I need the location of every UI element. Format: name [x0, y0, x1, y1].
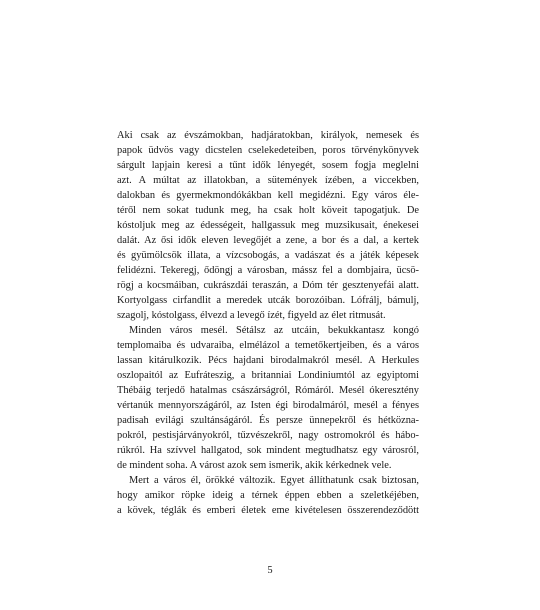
text-line: Minden város mesél. Sétálsz az utcáin, bekukkantasz kongó: [129, 325, 419, 336]
text-line: Mert a város él, örökké változik. Egyet állíthatunk csak biztosan,: [129, 475, 419, 486]
paragraph-3: [117, 473, 419, 518]
text-line: lassan kitárulkozik. Pécs hajdani birodalmakról mesél. A Herkules: [117, 355, 419, 366]
text-line: papok üdvös vagy dicstelen cselekedeteiben, poros törvénykönyvek: [117, 145, 419, 156]
paragraph-1: [117, 128, 419, 323]
text-line: oszlopaitól az Eufráteszig, a britanniai Londiniumtól az egyiptomi: [117, 370, 419, 381]
body-text: [117, 128, 419, 518]
paragraph-2: [117, 323, 419, 473]
text-line: Aki csak az évszámokban, hadjáratokban, királyok, nemesek és: [117, 130, 419, 141]
text-line: pokról, pestisjárványokról, tűzvészekről, nagy ostromokról és hábo-: [117, 430, 419, 441]
text-line: téről nem sokat tudunk meg, ha csak holt köveit tapogatjuk. De: [117, 205, 419, 216]
text-line: kóstoljuk meg az édességeit, hallgassuk meg muzsikusait, énekesei: [117, 220, 419, 231]
text-line: hogy amikor röpke ideig a térnek éppen ebben a szeletkéjében,: [117, 490, 419, 501]
text-line: felidézni. Tekeregj, ődöngj a városban, mássz fel a dombjaira, ücsö-: [117, 265, 419, 276]
text-line: vértanúk mennyországáról, az Isten égi birodalmáról, mesél a fényes: [117, 400, 419, 411]
text-line: Thébáig terjedő hatalmas császárságról, Rómáról. Mesél ókeresztény: [117, 385, 419, 396]
text-line: dalokban és gyermekmondókákban kell megidézni. Egy város éle-: [117, 190, 419, 201]
text-line: azt. A múltat az illatokban, a sütemények ízében, a viccekben,: [117, 175, 419, 186]
text-line: rögj a kocsmáiban, cukrászdái teraszán, a Dóm tér gesztenyefái alatt.: [117, 280, 419, 291]
text-line: dalát. Az ősi idők eleven levegőjét a zene, a bor és a dal, a kertek: [117, 235, 419, 246]
text-line: de mindent soha. A várost azok sem ismerik, akik kérkednek vele.: [117, 460, 392, 471]
text-line: sárgult lapjain keresi a tűnt idők lényegét, sosem fogja meglelni: [117, 160, 419, 171]
text-line: templomaiba és udvaraiba, elmélázol a temetőkertjeiben, és a város: [117, 340, 419, 351]
text-line: szagolj, kóstolgass, élvezd a levegő ízét, figyeld az élet ritmusát.: [117, 310, 386, 321]
text-line: Kortyolgass cirfandlit a meredek utcák borozóiban. Lófrálj, bámulj,: [117, 295, 419, 306]
text-line: rúkról. Ha szívvel hallgatod, sok mindent megtudhatsz egy városról,: [117, 445, 419, 456]
text-line: padisah evilági szultánságáról. És persze ünnepekről és hétközna-: [117, 415, 419, 426]
text-line: és gyümölcsök illata, a vízcsobogás, a vadászat és a játék képesek: [117, 250, 419, 261]
page-number: 5: [267, 565, 273, 576]
text-line: a kövek, téglák és emberi életek eme kivételesen összerendeződött: [117, 505, 419, 516]
